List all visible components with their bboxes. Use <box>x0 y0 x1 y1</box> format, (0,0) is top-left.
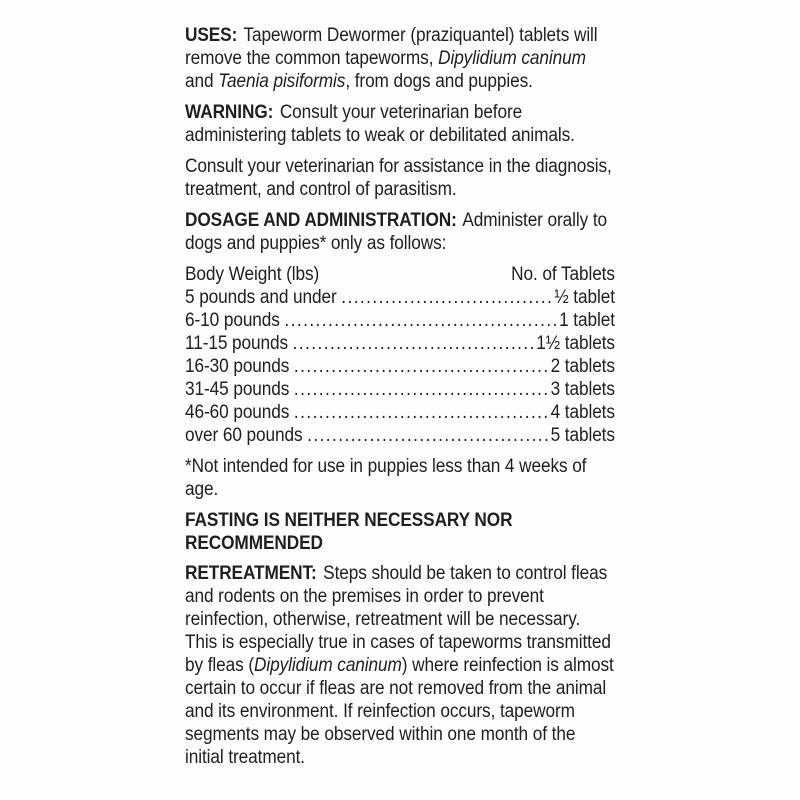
uses-heading: USES: <box>185 25 238 46</box>
uses-section <box>185 24 615 93</box>
species-name: Dipylidium caninum <box>254 655 402 676</box>
weight-cell: over 60 pounds <box>185 425 303 446</box>
dosage-section <box>185 209 615 255</box>
table-header-row <box>185 263 615 286</box>
tablets-cell: 1½ tablets <box>536 333 615 354</box>
label-text-column <box>185 24 615 777</box>
tablets-cell: 5 tablets <box>550 425 615 446</box>
tablets-cell: 2 tablets <box>550 356 615 377</box>
tablets-cell: 3 tablets <box>550 379 615 400</box>
fasting-heading <box>185 509 615 555</box>
dosage-heading: DOSAGE AND ADMINISTRATION: <box>185 210 457 231</box>
dot-leader <box>341 286 552 309</box>
table-row <box>185 424 615 447</box>
weight-cell: 31-45 pounds <box>185 379 290 400</box>
weight-cell: 46-60 pounds <box>185 402 290 423</box>
footnote-text: *Not intended for use in puppies less than 4 weeks of age. <box>185 456 587 500</box>
dot-leader <box>294 355 549 378</box>
dosage-text: Administer orally to dogs and puppies* only as follows: <box>185 210 608 254</box>
column-header-weight: Body Weight (lbs) <box>185 264 320 285</box>
species-name: Dipylidium caninum <box>438 48 586 69</box>
warning-text: Consult your veterinarian before administering tablets to weak or debilitated animals. <box>185 102 575 146</box>
weight-cell: 16-30 pounds <box>185 356 290 377</box>
retreatment-text: ) where reinfection is almost certain to occur if fleas are not removed from the animal and its environment. If reinfection occurs, tapeworm segments may be observed within one month of the initial treatment. <box>185 655 614 768</box>
retreatment-text: Steps should be taken to control fleas and rodents on the premises in order to prevent reinfection, otherwise, retreatment will be necessary. This is especially true in cases of tapeworms transmitted by fleas ( <box>185 563 611 676</box>
consult-text: Consult your veterinarian for assistance in the diagnosis, treatment, and control of parasitism. <box>185 156 612 200</box>
consult-paragraph <box>185 155 615 201</box>
tablets-cell: 4 tablets <box>550 402 615 423</box>
uses-text: , from dogs and puppies. <box>345 71 533 92</box>
weight-cell: 6-10 pounds <box>185 310 280 331</box>
tablets-cell: ½ tablet <box>554 287 615 308</box>
table-row <box>185 309 615 332</box>
table-row <box>185 378 615 401</box>
footnote <box>185 455 615 501</box>
dot-leader <box>294 401 549 424</box>
warning-heading: WARNING: <box>185 102 274 123</box>
table-row <box>185 286 615 309</box>
retreatment-section <box>185 562 615 769</box>
weight-cell: 11-15 pounds <box>185 333 289 354</box>
retreatment-heading: RETREATMENT: <box>185 563 317 584</box>
dot-leader <box>307 424 549 447</box>
species-name: Taenia pisiformis <box>218 71 346 92</box>
dot-leader <box>284 309 557 332</box>
tablets-cell: 1 tablet <box>559 310 615 331</box>
uses-text: and <box>185 71 219 92</box>
fasting-heading-text: FASTING IS NEITHER NECESSARY NOR RECOMMENDED <box>185 510 513 554</box>
dot-leader <box>294 378 549 401</box>
table-row <box>185 401 615 424</box>
dot-leader <box>293 332 535 355</box>
table-row <box>185 332 615 355</box>
dosage-table <box>185 263 615 447</box>
weight-cell: 5 pounds and under <box>185 287 337 308</box>
column-header-tablets: No. of Tablets <box>511 264 615 285</box>
warning-section <box>185 101 615 147</box>
table-row <box>185 355 615 378</box>
uses-text: Tapeworm Dewormer (praziquantel) tablets will remove the common tapeworms, <box>185 25 598 69</box>
